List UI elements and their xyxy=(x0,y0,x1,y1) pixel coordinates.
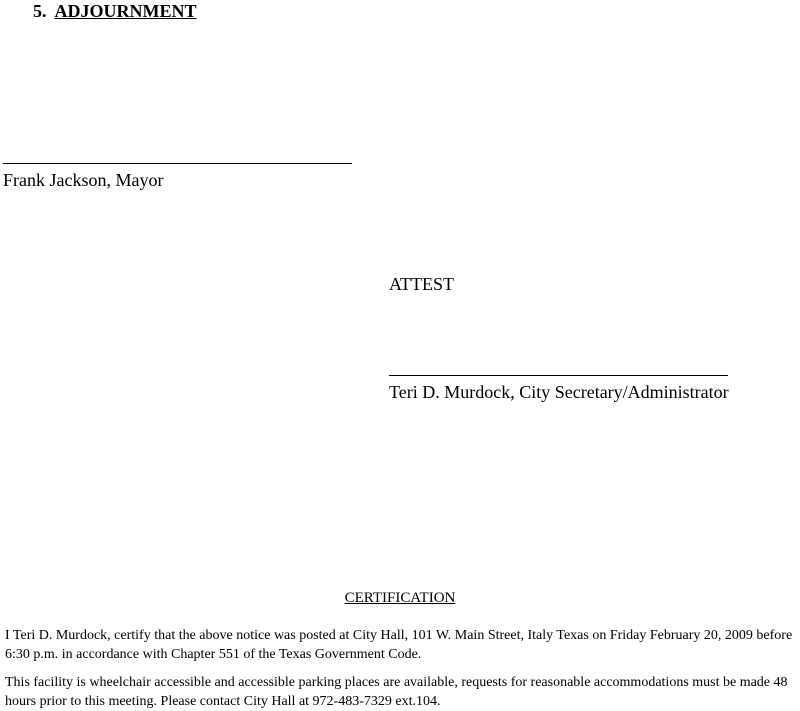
mayor-name-title: Frank Jackson, Mayor xyxy=(3,170,164,190)
section-number: 5. xyxy=(33,1,47,21)
secretary-signature-line xyxy=(389,375,728,376)
section-heading xyxy=(33,0,197,22)
attest-label: ATTEST xyxy=(389,274,454,294)
secretary-name-title: Teri D. Murdock, City Secretary/Administrator xyxy=(389,382,729,402)
mayor-signature-line xyxy=(3,163,352,164)
certification-statement: I Teri D. Murdock, certify that the above notice was posted at City Hall, 101 W. Main Street, Italy Texas on Friday February 20, 2009 before 6:30 p.m. in accordance with Chapter 551 of the Texas Government Code. xyxy=(5,628,793,662)
section-title: ADJOURNMENT xyxy=(54,1,197,21)
accessibility-notice: This facility is wheelchair accessible and accessible parking places are available, requests for reasonable accommodations must be made 48 hours prior to this meeting. Please contact City Hall at 972-483-7329 ext.104. xyxy=(5,675,788,709)
certification-title: CERTIFICATION xyxy=(344,590,456,606)
